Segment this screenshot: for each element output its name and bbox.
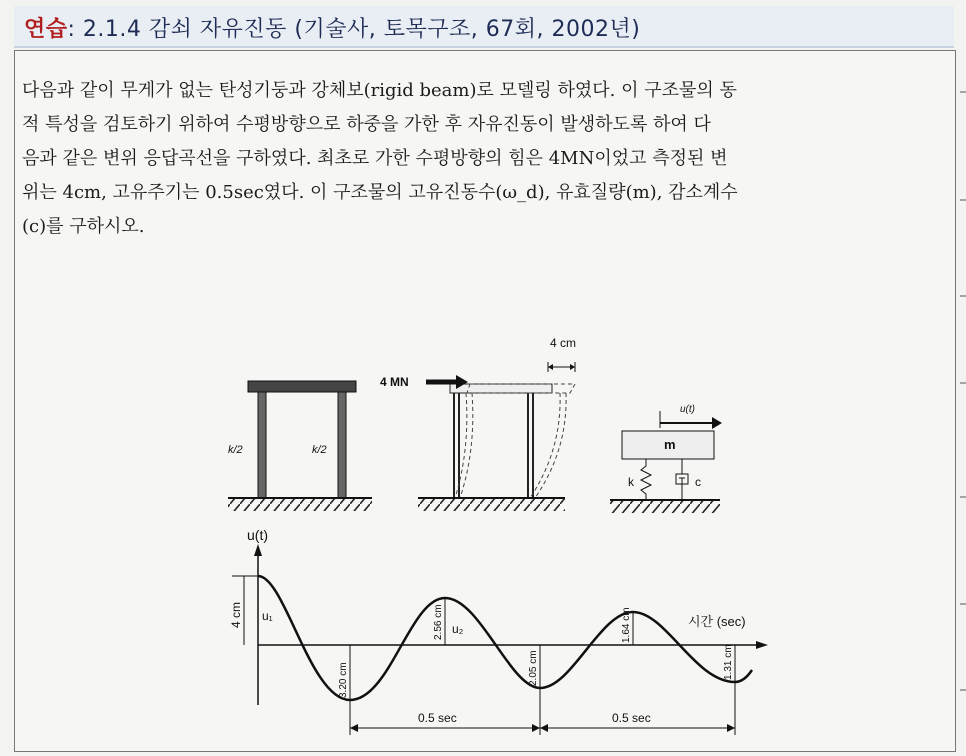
response-graph xyxy=(229,527,768,735)
exercise-label: 연습 xyxy=(24,17,68,42)
problem-line: 적 특성을 검토하기 위하여 수평방향으로 하중을 가한 후 자유진동이 발생하도록 하여 다 xyxy=(22,114,711,135)
sdof-model xyxy=(610,404,722,513)
spring-label: k xyxy=(628,475,634,489)
peak-value-label: 1.64 cm xyxy=(621,607,632,643)
frame-diagram xyxy=(228,381,372,511)
displacement-u-label: u(t) xyxy=(680,404,695,415)
mass-label: m xyxy=(664,437,676,452)
period-label-1: 0.5 sec xyxy=(418,711,457,725)
deformed-frame-diagram xyxy=(380,336,576,511)
peak-value-label: 1.31 cm xyxy=(723,644,734,680)
force-label: 4 MN xyxy=(380,375,409,389)
displacement-label: 4 cm xyxy=(550,336,577,350)
peak-value-label: 2.56 cm xyxy=(433,604,444,640)
damper-label: c xyxy=(695,475,701,489)
exercise-title: 2.1.4 감쇠 자유진동 (기술사, 토목구조, 67회, 2002년) xyxy=(75,17,641,42)
period-label-2: 0.5 sec xyxy=(612,711,651,725)
problem-line: 위는 4cm, 고유주기는 0.5sec였다. 이 구조물의 고유진동수(ω_d), 유효질량(m), 감소계수 xyxy=(22,182,738,203)
graph-x-label: 시간 (sec) xyxy=(688,614,746,629)
u2-label: u₂ xyxy=(452,622,464,636)
peak-value-label: 2.05 cm xyxy=(528,650,539,686)
problem-line: (c)를 구하시오. xyxy=(22,216,145,237)
u1-label: u₁ xyxy=(262,609,273,623)
graph-y-label: u(t) xyxy=(247,527,268,543)
title-separator: : xyxy=(67,17,76,42)
response-curve xyxy=(258,576,752,700)
initial-displacement-label: 4 cm xyxy=(229,601,243,628)
problem-line: 다음과 같이 무게가 없는 탄성기둥과 강체보(rigid beam)로 모델링 하였다. 이 구조물의 동 xyxy=(22,80,737,101)
left-column-stiffness: k/2 xyxy=(228,444,243,456)
peak-value-label: 3.20 cm xyxy=(338,662,349,698)
problem-line: 음과 같은 변위 응답곡선을 구하였다. 최초로 가한 수평방향의 힘은 4MN이었고 측정된 변 xyxy=(22,148,728,169)
scan-edge-marks xyxy=(960,0,966,756)
right-column-stiffness: k/2 xyxy=(312,444,327,456)
